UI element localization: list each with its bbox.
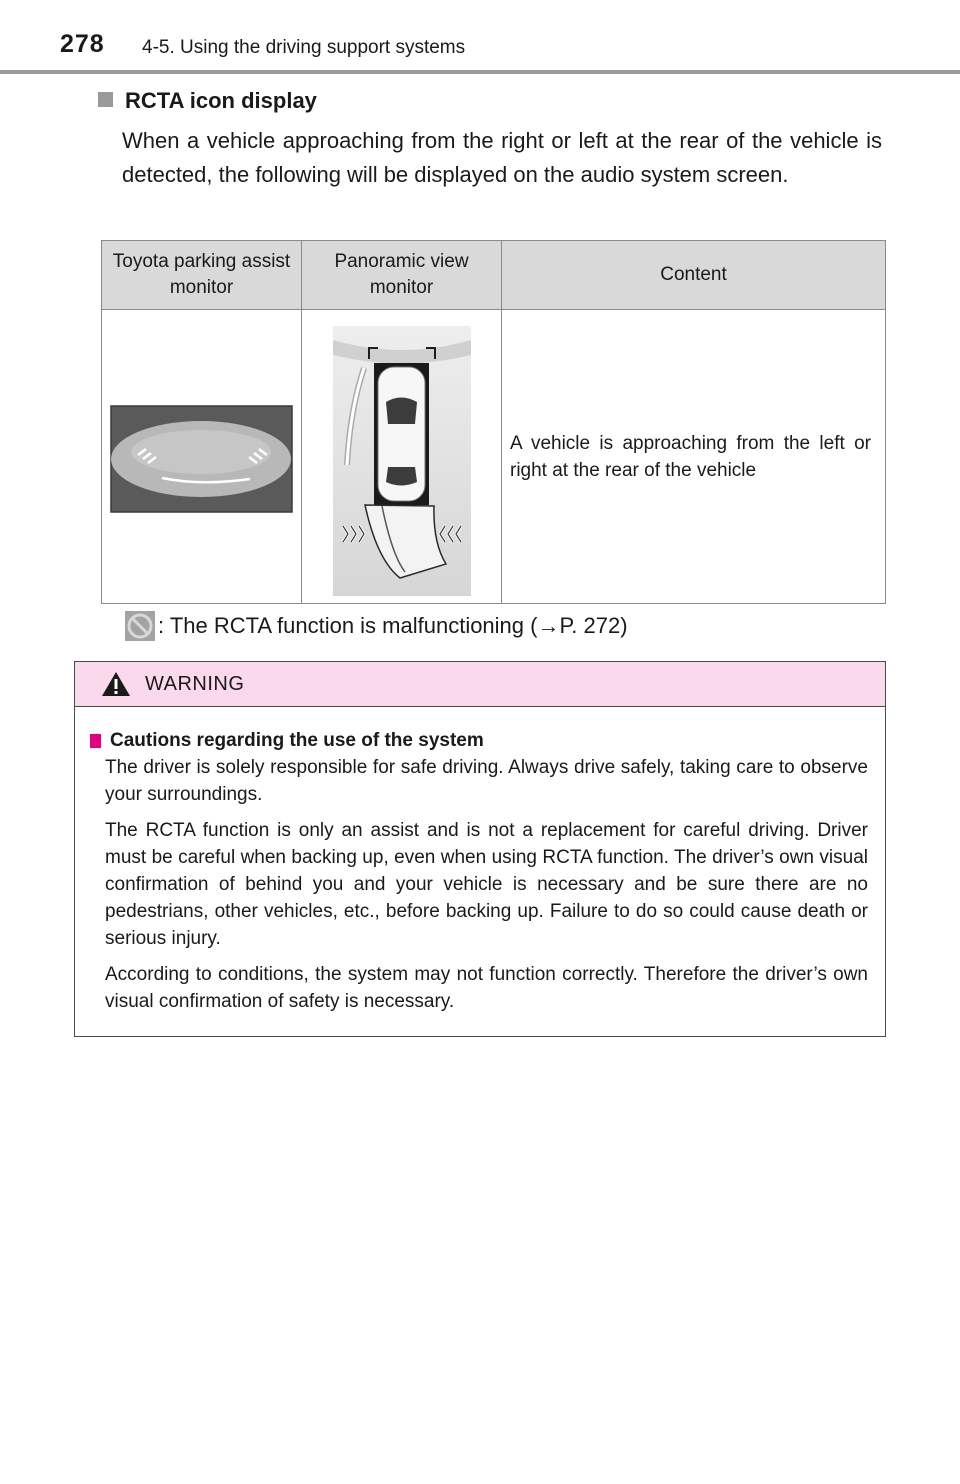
warning-paragraph-2: The RCTA function is only an assist and is not a replacement for careful driving. Driver must be careful when backing up, even when using RCTA function. The driver’s own visual confirmation of behind you and your vehicle is necessary and be sure there are no pedestrians, other vehicles, etc., before backing up. Failure to do so could cause death or serious injury. (105, 820, 868, 949)
rcta-malfunction-icon (124, 610, 156, 642)
content-cell (502, 310, 886, 604)
malfunction-note (124, 610, 628, 642)
section-title: 4-5. Using the driving support systems (142, 37, 466, 58)
warning-box (74, 661, 886, 1037)
parking-assist-illustration-cell (102, 310, 302, 604)
header-rule (0, 70, 960, 74)
display-table (101, 240, 886, 604)
heading-square-icon (98, 92, 113, 107)
col-header-panoramic: Panoramic view monitor (302, 241, 502, 310)
intro-paragraph: When a vehicle approaching from the right or left at the rear of the vehicle is detected, the following will be displayed on the audio system screen. (122, 128, 882, 187)
warning-subheading (90, 727, 868, 754)
warning-triangle-icon (101, 671, 131, 697)
table-row (102, 310, 886, 604)
warning-body (75, 707, 885, 1015)
malfunction-note-text: : The RCTA function is malfunctioning (→P. 272) (158, 613, 628, 638)
warning-title: WARNING (145, 672, 245, 695)
section-heading-text: RCTA icon display (125, 88, 317, 113)
content-text: A vehicle is approaching from the left or right at the rear of the vehicle (510, 432, 871, 481)
warning-header (75, 662, 885, 707)
page-header (0, 0, 960, 76)
section-heading (98, 88, 317, 114)
warning-paragraph-1: The driver is solely responsible for safe driving. Always drive safely, taking care to observe your surroundings. (105, 757, 868, 805)
panoramic-view-illustration (302, 310, 499, 598)
col-header-content: Content (502, 241, 886, 310)
col-header-parking-assist: Toyota parking assist monitor (102, 241, 302, 310)
warning-subheading-text: Cautions regarding the use of the system (110, 730, 484, 751)
table-header-row (102, 241, 886, 310)
warning-paragraph-3: According to conditions, the system may not function correctly. Therefore the driver’s own visual confirmation of safety is necessary. (105, 964, 868, 1012)
subheading-square-icon (90, 734, 101, 748)
panoramic-view-illustration-cell (302, 310, 502, 604)
page-number: 278 (60, 30, 105, 58)
parking-assist-screen-illustration (102, 310, 299, 598)
